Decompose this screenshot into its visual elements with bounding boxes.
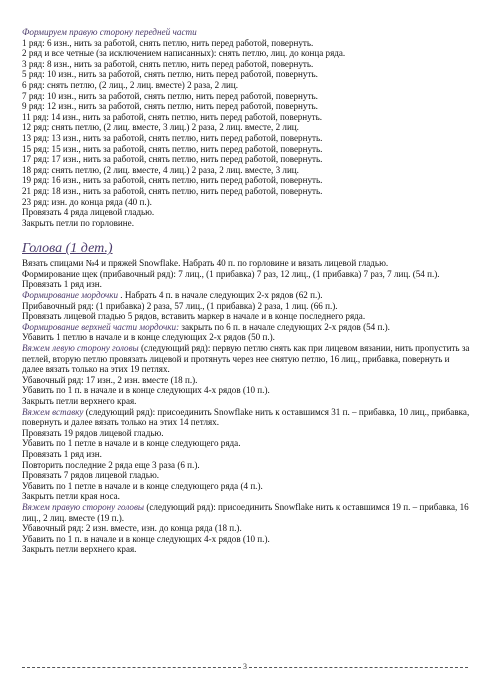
paragraph (22, 322, 472, 333)
paragraph (22, 290, 472, 301)
text-line: 21 ряд: 18 изн., нить за работой, снять петлю, нить перед работой, повернуть. (22, 185, 323, 196)
subheading: Формирование мордочки (22, 290, 119, 301)
paragraph-text: . Набрать 4 п. в начале следующих 2-х рядов (62 п.). (118, 290, 323, 301)
text-line: 13 ряд: 13 изн., нить за работой, снять петлю, нить перед работой, повернуть. (22, 132, 323, 143)
text-line: 5 ряд: 10 изн., нить за работой, снять петлю, нить перед работой, повернуть. (22, 69, 318, 80)
text-line: 11 ряд: 14 изн., нить за работой, снять петлю, нить перед работой, повернуть. (22, 111, 323, 122)
paragraph: Убавить по 1 п. в начале и в конце следующих 4-х рядов (10 п.). (22, 385, 270, 396)
paragraph: Убавочный ряд: 17 изн., 2 изн. вместе (18 п.). (22, 374, 198, 385)
paragraph: Убавочный ряд: 2 изн. вместе, изн. до конца ряда (18 п.). (22, 523, 242, 534)
text-line: 23 ряд: изн. до конца ряда (40 п.). (22, 196, 152, 207)
paragraph: Убавить 1 петлю в начале и в конце следующих 2-х рядов (50 п.). (22, 332, 275, 343)
subheading: Вяжем вставку (22, 406, 84, 417)
subheading: Вяжем левую сторону головы (22, 343, 139, 354)
text-line: 7 ряд: 10 изн., нить за работой, снять петлю, нить перед работой, повернуть. (22, 90, 318, 101)
paragraph: Закрыть петли края носа. (22, 491, 120, 502)
page-footer (22, 662, 468, 672)
text-line: Провязать 4 ряда лицевой гладью. (22, 207, 155, 218)
text-line: Закрыть петли по горловине. (22, 217, 134, 228)
paragraph-text: (следующий ряд): первую петлю снять как при лицевом вязании, нить пропустить за петлей, вторую петлю провязать лицевой и протянуть через нее снятую петлю, 16 лиц., прибавка, повернуть и далее вязать только на этих 19 петлях. (22, 343, 470, 375)
subheading: Формирование верхней части мордочки: (22, 321, 180, 332)
paragraph-text: закрыть по 6 п. в начале следующих 2-х рядов (54 п.). (179, 321, 390, 332)
paragraph: Закрыть петли верхнего края. (22, 544, 137, 555)
paragraph: Провязать лицевой гладью 5 рядов, вставить маркер в начале и в конце последнего ряда. (22, 311, 366, 322)
section-front-right (22, 27, 472, 228)
paragraph: Провязать 1 ряд изн. (22, 279, 102, 290)
section-title: Голова (1 дет.) (22, 241, 113, 257)
page-number: 3 (243, 662, 247, 671)
footer-divider (22, 667, 241, 668)
text-line: 19 ряд: 16 изн., нить за работой, снять петлю, нить перед работой, повернуть. (22, 175, 323, 186)
text-line: 6 ряд: снять петлю, (2 лиц., 2 лиц. вместе) 2 раза, 2 лиц. (22, 79, 239, 90)
section-head (22, 241, 472, 555)
text-line: 2 ряд и все четные (за исключением написанных): снять петлю, лиц. до конца ряда. (22, 48, 346, 59)
paragraph-text: (следующий ряд): присоединить Snowflake нить к оставшимся 31 п. – прибавка, 10 лиц., прибавка, повернуть и далее вязать только на этих 14 петлях. (22, 406, 470, 428)
paragraph-text: (следующий ряд): присоединить Snowflake нить к оставшимся 19 п. – прибавка, 16 лиц., 2 лиц. вместе (19 п.). (22, 501, 469, 523)
section-heading: Формируем правую сторону передней части (22, 27, 197, 37)
paragraph: Формирование щек (прибавочный ряд): 7 лиц., (1 прибавка) 7 раз, 12 лиц., (1 прибавка) 7 раз, 7 лиц. (54 п.). (22, 268, 440, 279)
paragraph: Прибавочный ряд: (1 прибавка) 2 раза, 57 лиц., (1 прибавка) 2 раза, 1 лиц. (66 п.). (22, 300, 338, 311)
paragraph: Убавить по 1 петле в начале и в конце следующего ряда (4 п.). (22, 480, 263, 491)
text-line: 9 ряд: 12 изн., нить за работой, снять петлю, нить перед работой, повернуть. (22, 101, 318, 112)
text-line: 3 ряд: 8 изн., нить за работой, снять петлю, нить перед работой, повернуть. (22, 58, 314, 69)
paragraph: Провязать 7 рядов лицевой гладью. (22, 470, 160, 481)
text-line: 18 ряд: снять петлю, (2 лиц. вместе, 4 лиц.) 2 раза, 2 лиц. вместе, 3 лиц. (22, 164, 299, 175)
text-line: 17 ряд: 17 изн., нить за работой, снять петлю, нить перед работой, повернуть. (22, 154, 323, 165)
text-line: 12 ряд: снять петлю, (2 лиц. вместе, 3 лиц.) 2 раза, 2 лиц. вместе, 2 лиц. (22, 122, 299, 133)
subheading: Вяжем правую сторону головы (22, 501, 145, 512)
paragraph (22, 343, 472, 375)
paragraph: Провязать 1 ряд изн. (22, 448, 102, 459)
paragraph: Провязать 19 рядов лицевой гладью. (22, 427, 164, 438)
paragraph (22, 502, 472, 523)
paragraph: Закрыть петли верхнего края. (22, 396, 137, 406)
footer-divider (249, 667, 468, 668)
text-line: 1 ряд: 6 изн., нить за работой, снять петлю, нить перед работой, повернуть. (22, 37, 314, 48)
text-line: 15 ряд: 15 изн., нить за работой, снять петлю, нить перед работой, повернуть. (22, 143, 323, 154)
paragraph (22, 407, 472, 428)
paragraph: Вязать спицами №4 и пряжей Snowflake. Набрать 40 п. по горловине и вязать лицевой гладью. (22, 258, 389, 269)
paragraph: Убавить по 1 п. в начале и в конце следующих 4-х рядов (10 п.). (22, 533, 270, 544)
paragraph: Убавить по 1 петле в начале и в конце следующего ряда. (22, 438, 241, 449)
paragraph: Повторить последние 2 ряда еще 3 раза (6 п.). (22, 459, 200, 470)
